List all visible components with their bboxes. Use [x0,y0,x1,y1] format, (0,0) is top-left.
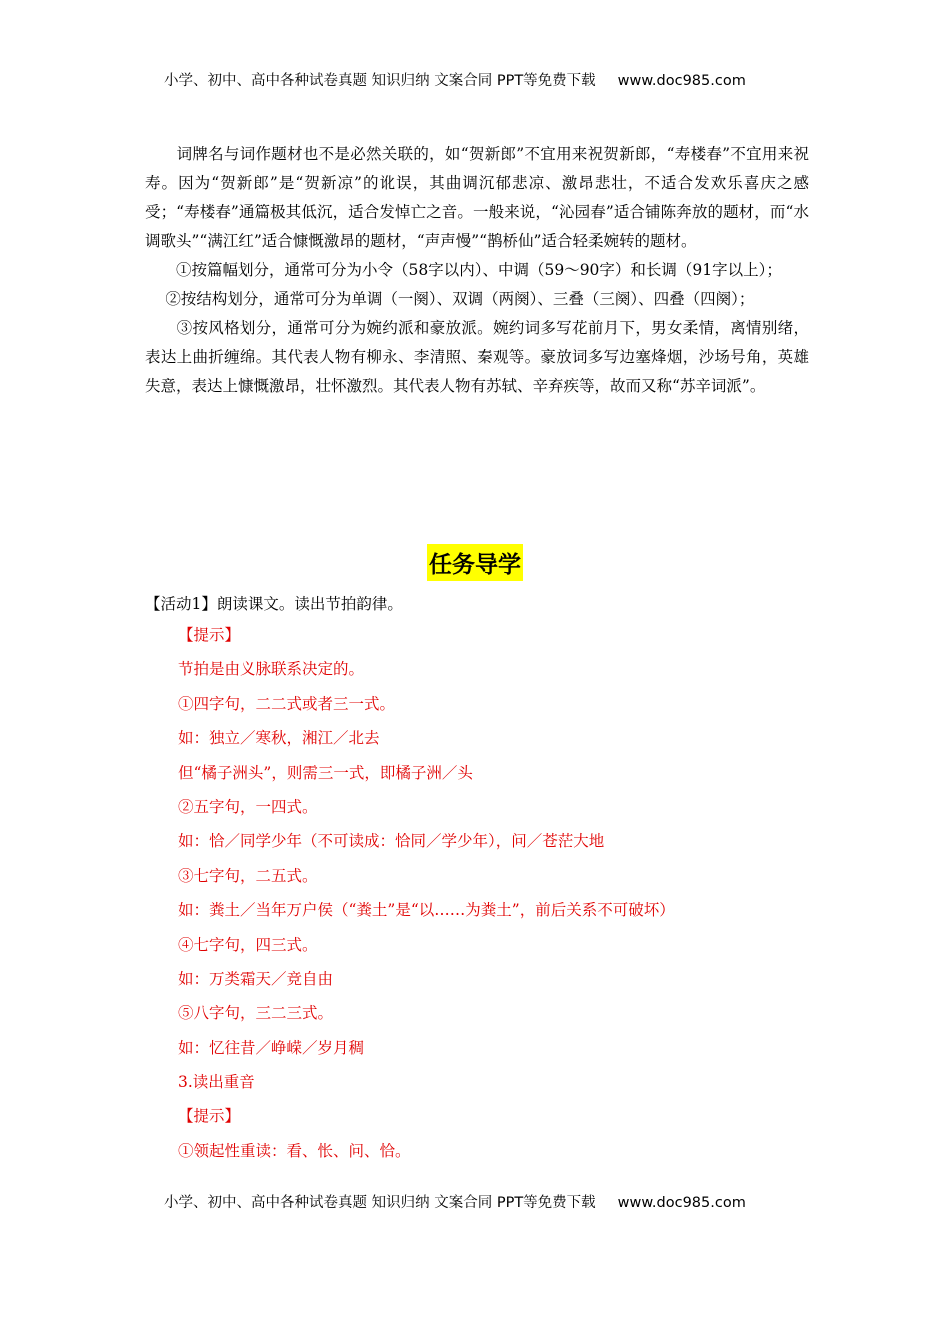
intro-section [145,140,809,401]
hint-line: 如：忆往昔／峥嵘／岁月稠 [178,1038,365,1057]
hint-line: 如：恰／同学少年（不可读成：恰同／学少年），问／苍茫大地 [178,832,605,851]
hint-line: 【提示】 [178,1107,241,1126]
footer-text: 小学、初中、高中各种试卷真题 知识归纳 文案合同 PPT等免费下载 [164,1195,596,1211]
section-title-wrap [0,544,950,581]
intro-paragraph-1: 词牌名与词作题材也不是必然关联的，如“贺新郎”不宜用来祝贺新郎，“寿楼春”不宜用来祝寿。因为“贺新郎”是“贺新凉”的讹误，其曲调沉郁悲凉、激昂悲壮，不适合发欢乐喜庆之感受；“寿楼春”通篇极其低沉，适合发悼亡之音。一般来说，“沁园春”适合铺陈奔放的题材，而“水调歌头”“满江红”适合慷慨激昂的题材，“声声慢”“鹊桥仙”适合轻柔婉转的题材。 [145,145,809,250]
page-header [164,69,804,90]
hint-line: ⑤八字句，三二三式。 [178,1004,334,1023]
hint-line: ①四字句，二二式或者三一式。 [178,694,396,713]
hint-line: 如：万类霜天／竞自由 [178,969,334,988]
hint-line: 如：粪土／当年万户侯（“粪土”是“以……为粪土”，前后关系不可破坏） [178,901,675,920]
hint-line: ③七字句，二五式。 [178,866,318,885]
footer-site-link[interactable]: www.doc985.com [617,1195,746,1211]
hint-line: 【提示】 [178,626,241,644]
header-text: 小学、初中、高中各种试卷真题 知识归纳 文案合同 PPT等免费下载 [164,73,596,89]
hint-line: ①领起性重读：看、怅、问、恰。 [178,1141,411,1160]
header-site-link[interactable]: www.doc985.com [617,73,746,89]
intro-paragraph-3: ②按结构划分，通常可分为单调（一阕）、双调（两阕）、三叠（三阕）、四叠（四阕）； [145,290,755,308]
intro-paragraph-2: ①按篇幅划分，通常可分为小令（58字以内）、中调（59～90字）和长调（91字以上）； [145,261,782,279]
intro-paragraph-4: ③按风格划分，通常可分为婉约派和豪放派。婉约词多写花前月下，男女柔情，离情别绪，表达上曲折缠绵。其代表人物有柳永、李清照、秦观等。豪放词多写边塞烽烟，沙场号角，英雄失意，表达上慷慨激昂，壮怀激烈。其代表人物有苏轼、辛弃疾等，故而又称“苏辛词派”。 [145,319,809,395]
hint-list [178,622,675,1172]
hint-line: ②五字句，一四式。 [178,797,318,816]
activity-heading: 【活动1】朗读课文。读出节拍韵律。 [145,595,403,613]
hint-line: 3.读出重音 [178,1073,255,1092]
hint-line: 节拍是由义脉联系决定的。 [178,660,365,679]
section-title: 任务导学 [427,544,523,581]
hint-line: ④七字句，四三式。 [178,935,318,954]
hint-line: 但“橘子洲头”，则需三一式，即橘子洲／头 [178,763,473,782]
hint-line: 如：独立／寒秋，湘江／北去 [178,729,380,748]
page-footer [164,1191,804,1212]
